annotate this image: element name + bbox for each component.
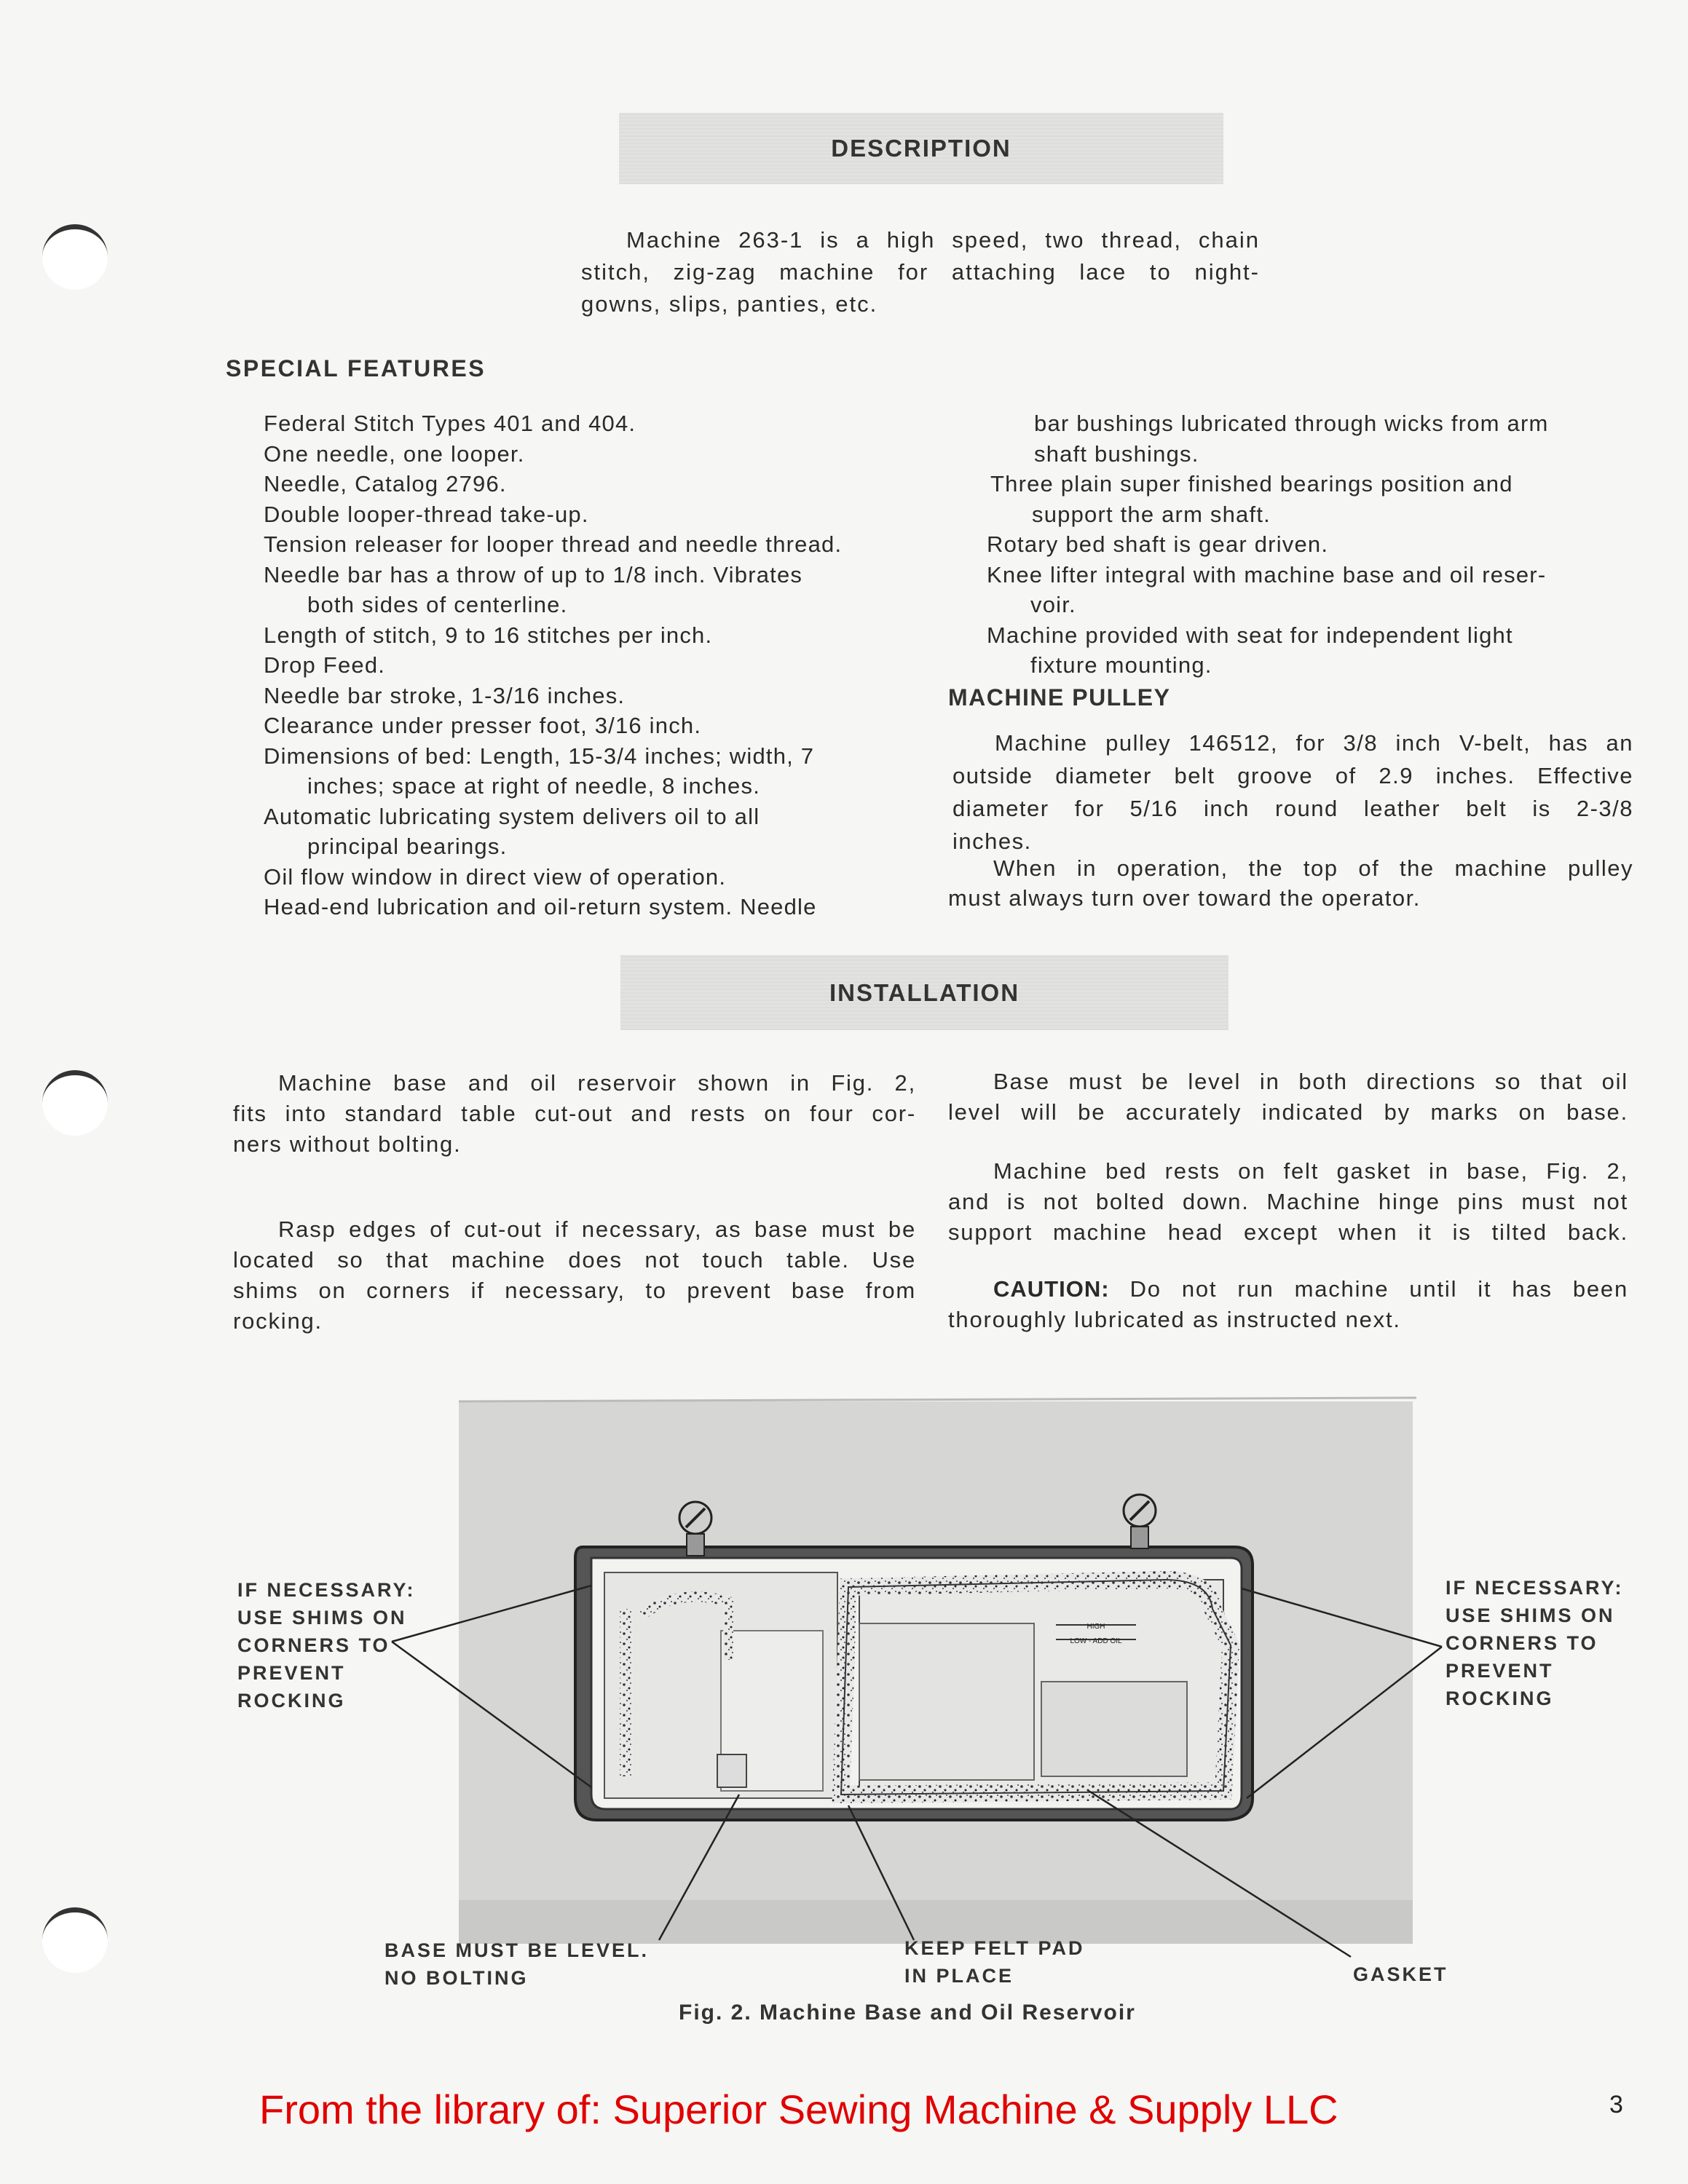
caution-line-2: thoroughly lubricated as instructed next.: [948, 1307, 1401, 1332]
feature-item: Head-end lubrication and oil-return system. Needle: [264, 894, 817, 919]
feature-item: Needle, Catalog 2796.: [264, 471, 507, 496]
callout-felt-pad: KEEP FELT PAD IN PLACE: [904, 1937, 1085, 1987]
oil-mark-high: HIGH: [1086, 1623, 1105, 1631]
feature-item: Needle bar has a throw of up to 1/8 inch. Vibrates: [264, 561, 803, 587]
feature-item: Rotary bed shaft is gear driven.: [987, 531, 1329, 557]
install-line: Machine bed rests on felt gasket in base, Fig. 2,: [993, 1158, 1628, 1184]
feature-item: shaft bushings.: [1034, 440, 1199, 467]
install-line: shims on corners if necessary, to prevent base from: [233, 1278, 916, 1303]
description-line-2: stitch, zig-zag machine for attaching lace to night-: [581, 259, 1260, 285]
install-line: and is not bolted down. Machine hinge pins must not: [948, 1189, 1628, 1214]
feature-item: One needle, one looper.: [264, 440, 525, 467]
pulley-line: Machine pulley 146512, for 3/8 inch V-belt, has an: [995, 730, 1633, 756]
caution-text: Do not run machine until it has been: [1129, 1276, 1628, 1302]
callout-shims-right: IF NECESSARY: USE SHIMS ON CORNERS TO PREVENT ROCKING: [1446, 1577, 1624, 1709]
pulley-line: must always turn over toward the operator.: [948, 885, 1421, 911]
feature-item: Machine provided with seat for independent light: [987, 622, 1513, 648]
description-line-1: Machine 263-1 is a high speed, two thread, chain: [626, 227, 1260, 253]
machine-pulley-title: MACHINE PULLEY: [948, 684, 1171, 711]
feature-item: Federal Stitch Types 401 and 404.: [264, 411, 636, 436]
description-header-text: DESCRIPTION: [831, 135, 1011, 162]
feature-item: bar bushings lubricated through wicks from arm: [1034, 411, 1549, 436]
feature-item: Needle bar stroke, 1-3/16 inches.: [264, 682, 626, 708]
feature-item: both sides of centerline.: [307, 592, 568, 617]
oil-mark-low: LOW - ADD OIL: [1070, 1637, 1122, 1645]
feature-item: Oil flow window in direct view of operation.: [264, 863, 727, 890]
install-line: located so that machine does not touch table. Use: [233, 1247, 916, 1273]
feature-item: Length of stitch, 9 to 16 stitches per inch.: [264, 622, 713, 648]
pulley-line: inches.: [953, 828, 1032, 854]
caution-label: CAUTION:: [993, 1276, 1110, 1302]
feature-item: Automatic lubricating system delivers oil to all: [264, 803, 760, 829]
installation-header-text: INSTALLATION: [829, 978, 1020, 1006]
install-line: ners without bolting.: [233, 1131, 462, 1157]
pulley-line: diameter for 5/16 inch round leather belt is 2-3/8: [953, 796, 1633, 821]
feature-item: Drop Feed.: [264, 652, 386, 678]
feature-item: Knee lifter integral with machine base and oil reser-: [987, 561, 1547, 587]
special-features-title: SPECIAL FEATURES: [226, 355, 486, 381]
install-line: fits into standard table cut-out and rests on four cor-: [233, 1101, 916, 1126]
install-line: Machine base and oil reservoir shown in Fig. 2,: [278, 1070, 916, 1096]
install-line: rocking.: [233, 1308, 323, 1334]
library-footer: From the library of: Superior Sewing Machine & Supply LLC: [259, 2086, 1338, 2132]
feature-item: Double looper-thread take-up.: [264, 501, 589, 527]
callout-shims-left: IF NECESSARY: USE SHIMS ON CORNERS TO PREVENT ROCKING: [237, 1579, 416, 1712]
feature-item: principal bearings.: [307, 834, 508, 859]
install-line: Rasp edges of cut-out if necessary, as base must be: [278, 1216, 916, 1242]
install-line: level will be accurately indicated by marks on base.: [948, 1099, 1628, 1125]
feature-item: Tension releaser for looper thread and needle thread.: [264, 531, 843, 557]
callout-base-level: BASE MUST BE LEVEL. NO BOLTING: [384, 1939, 650, 1989]
page-number: 3: [1609, 2091, 1623, 2118]
callout-gasket: GASKET: [1353, 1963, 1448, 1985]
install-line: Base must be level in both directions so that oil: [993, 1069, 1628, 1094]
feature-item: support the arm shaft.: [1032, 501, 1271, 527]
feature-item: fixture mounting.: [1030, 652, 1212, 678]
feature-item: voir.: [1030, 592, 1076, 617]
figure-caption: Fig. 2. Machine Base and Oil Reservoir: [679, 2001, 1136, 2025]
feature-item: Dimensions of bed: Length, 15-3/4 inches; width, 7: [264, 743, 815, 769]
pulley-line: outside diameter belt groove of 2.9 inches. Effective: [953, 763, 1633, 788]
pulley-line: When in operation, the top of the machine pulley: [993, 855, 1633, 881]
description-line-3: gowns, slips, panties, etc.: [581, 291, 878, 317]
feature-item: Three plain super finished bearings position and: [990, 471, 1513, 496]
feature-item: inches; space at right of needle, 8 inches.: [307, 773, 761, 799]
install-line: support machine head except when it is tilted back.: [948, 1219, 1628, 1245]
feature-item: Clearance under presser foot, 3/16 inch.: [264, 713, 702, 738]
